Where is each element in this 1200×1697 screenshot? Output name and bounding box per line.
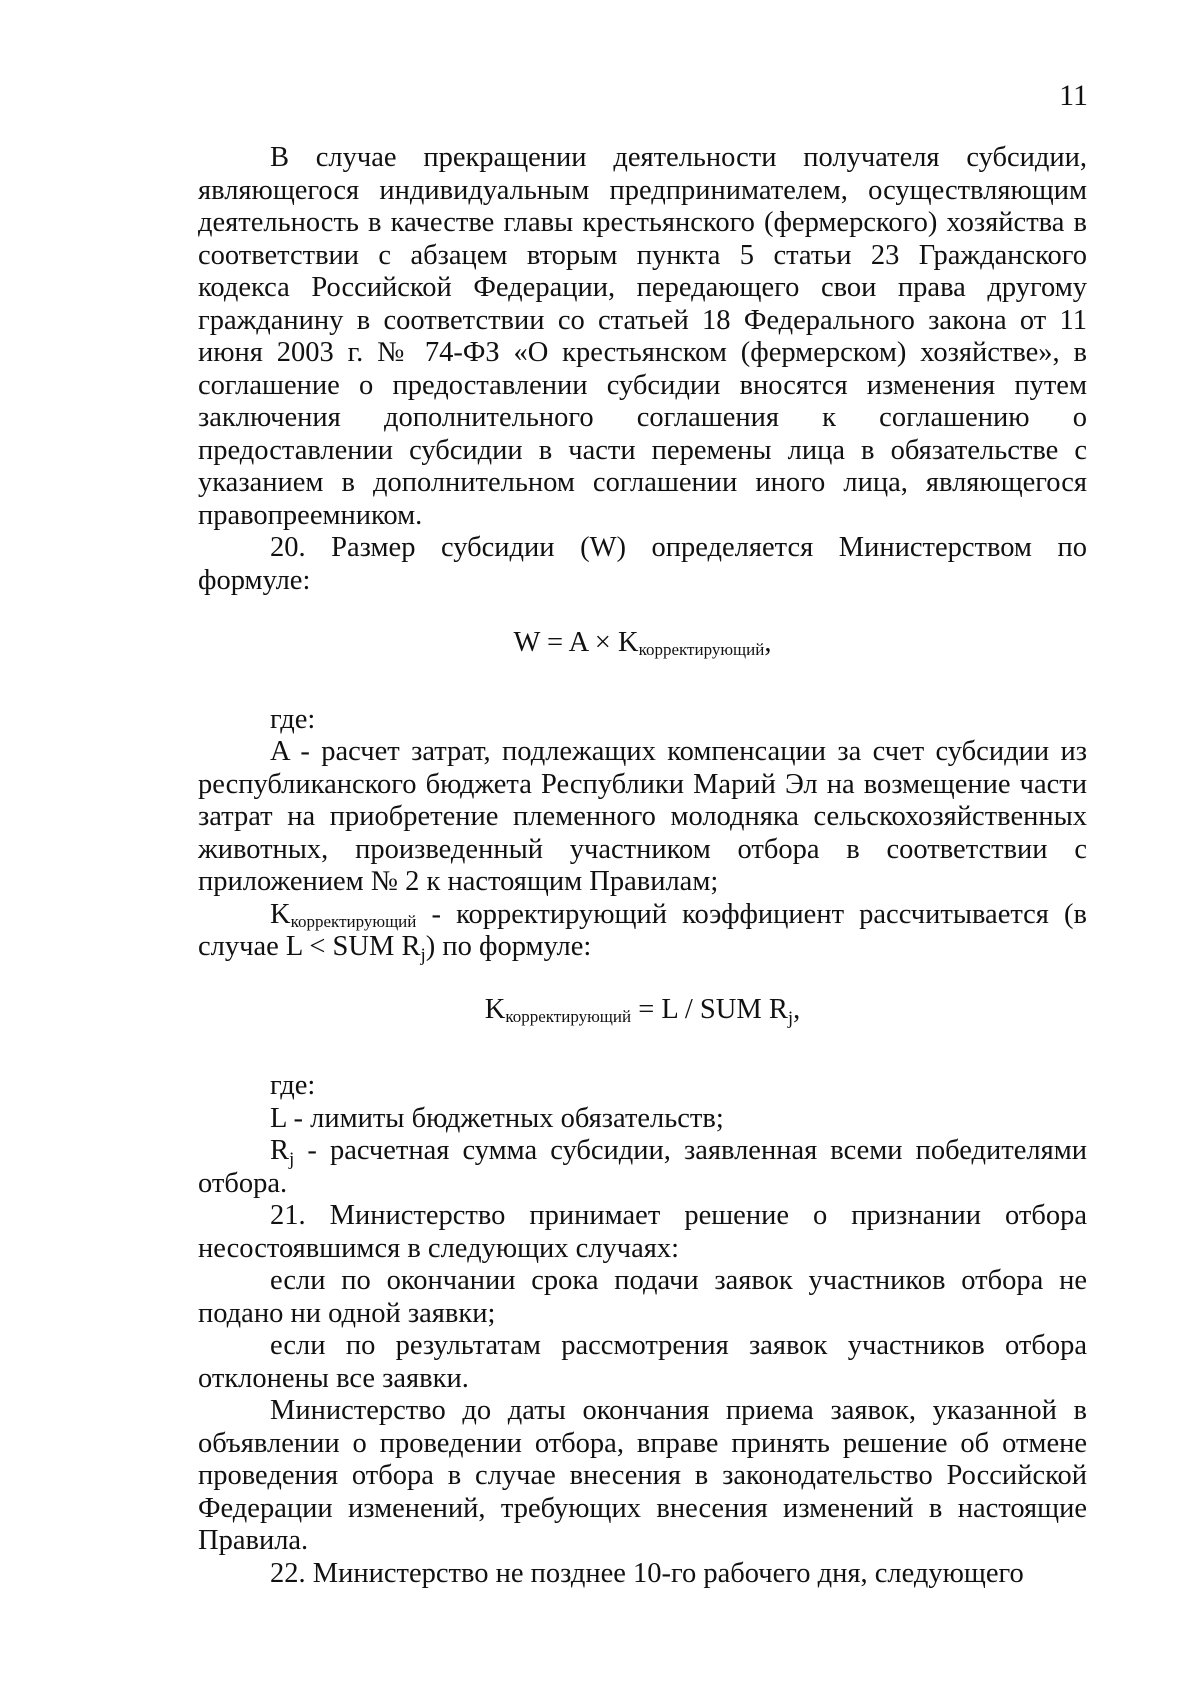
definition-a: A - расчет затрат, подлежащих компенсации за счет субсидии из республиканского бюджета Республики Марий Эл на возмещение части затрат на приобретение племенного молодняка сельскохозяйственных животных, произведенный участником отбора в соответствии с приложением № 2 к настоящим Правилам;: [198, 736, 1087, 897]
definition-k-subscript: корректирующий: [290, 911, 417, 931]
where-label-1: где:: [270, 703, 316, 735]
formula-w-main: W = A × K: [513, 627, 639, 658]
definition-k-text-2: ) по формуле:: [425, 931, 592, 962]
case-all-rejected: если по результатам рассмотрения заявок участников отбора отклонены все заявки.: [198, 1330, 1087, 1394]
definition-r: [198, 1135, 1087, 1200]
document-body: [198, 142, 1087, 1590]
paragraph-22: 22. Министерство не позднее 10-го рабочего дня, следующего: [270, 1557, 1024, 1589]
case-no-applications: если по окончании срока подачи заявок участников отбора не подано ни одной заявки;: [198, 1265, 1087, 1329]
paragraph-termination: В случае прекращении деятельности получателя субсидии, являющегося индивидуальным предпринимателем, осуществляющим деятельность в качестве главы крестьянского (фермерского) хозяйства в соответствии с абзацем вторым пункта 5 статьи 23 Гражданского кодекса Российской Федерации, передающего свои права другому гражданину в соответствии со статьей 18 Федерального закона от 11 июня 2003 г. № 74-ФЗ «О крестьянском (фермерском) хозяйстве», в соглашение о предоставлении субсидии вносятся изменения путем заключения дополнительного соглашения к соглашению о предоставлении субсидии в части перемены лица в обязательстве с указанием в дополнительном соглашении иного лица, являющегося правопреемником.: [198, 142, 1087, 531]
definition-k-letter: K: [270, 898, 291, 930]
paragraph-20: 20. Размер субсидии (W) определяется Министерством по формуле:: [198, 532, 1087, 596]
formula-k-tail: ,: [793, 993, 801, 1025]
formula-w-tail: ,: [764, 627, 772, 658]
formula-k-subscript-j: j: [787, 1007, 794, 1029]
formula-k-mid: = L / SUM R: [631, 993, 788, 1025]
formula-k-subscript: корректирующий: [505, 1006, 632, 1026]
page-number: 11: [1059, 79, 1088, 112]
definition-r-letter: R: [270, 1135, 290, 1166]
definition-r-subscript-j: j: [289, 1149, 295, 1170]
definition-r-text: - расчетная сумма субсидии, заявленная всеми победителями отбора.: [198, 1135, 1087, 1199]
definition-l: L - лимиты бюджетных обязательств;: [270, 1102, 724, 1134]
formula-w: [198, 627, 1087, 660]
where-label-2: где:: [270, 1070, 316, 1101]
formula-k: [198, 994, 1087, 1027]
formula-k-letter: K: [484, 993, 506, 1025]
definition-k: [198, 899, 1087, 964]
formula-w-subscript: корректирующий: [638, 640, 765, 659]
paragraph-cancellation: Министерство до даты окончания приема заявок, указанной в объявлении о проведении отбора, вправе принять решение об отмене проведения отбора в случае внесения в законодательство Российской Федерации изменений, требующих внесения изменений в настоящие Правила.: [198, 1395, 1087, 1556]
definition-k-text-1: - корректирующий коэффициент рассчитывается (в случае L < SUM R: [198, 898, 1087, 962]
definition-k-subscript-j: j: [420, 945, 426, 966]
paragraph-21: 21. Министерство принимает решение о признании отбора несостоявшимся в следующих случаях:: [198, 1200, 1087, 1264]
